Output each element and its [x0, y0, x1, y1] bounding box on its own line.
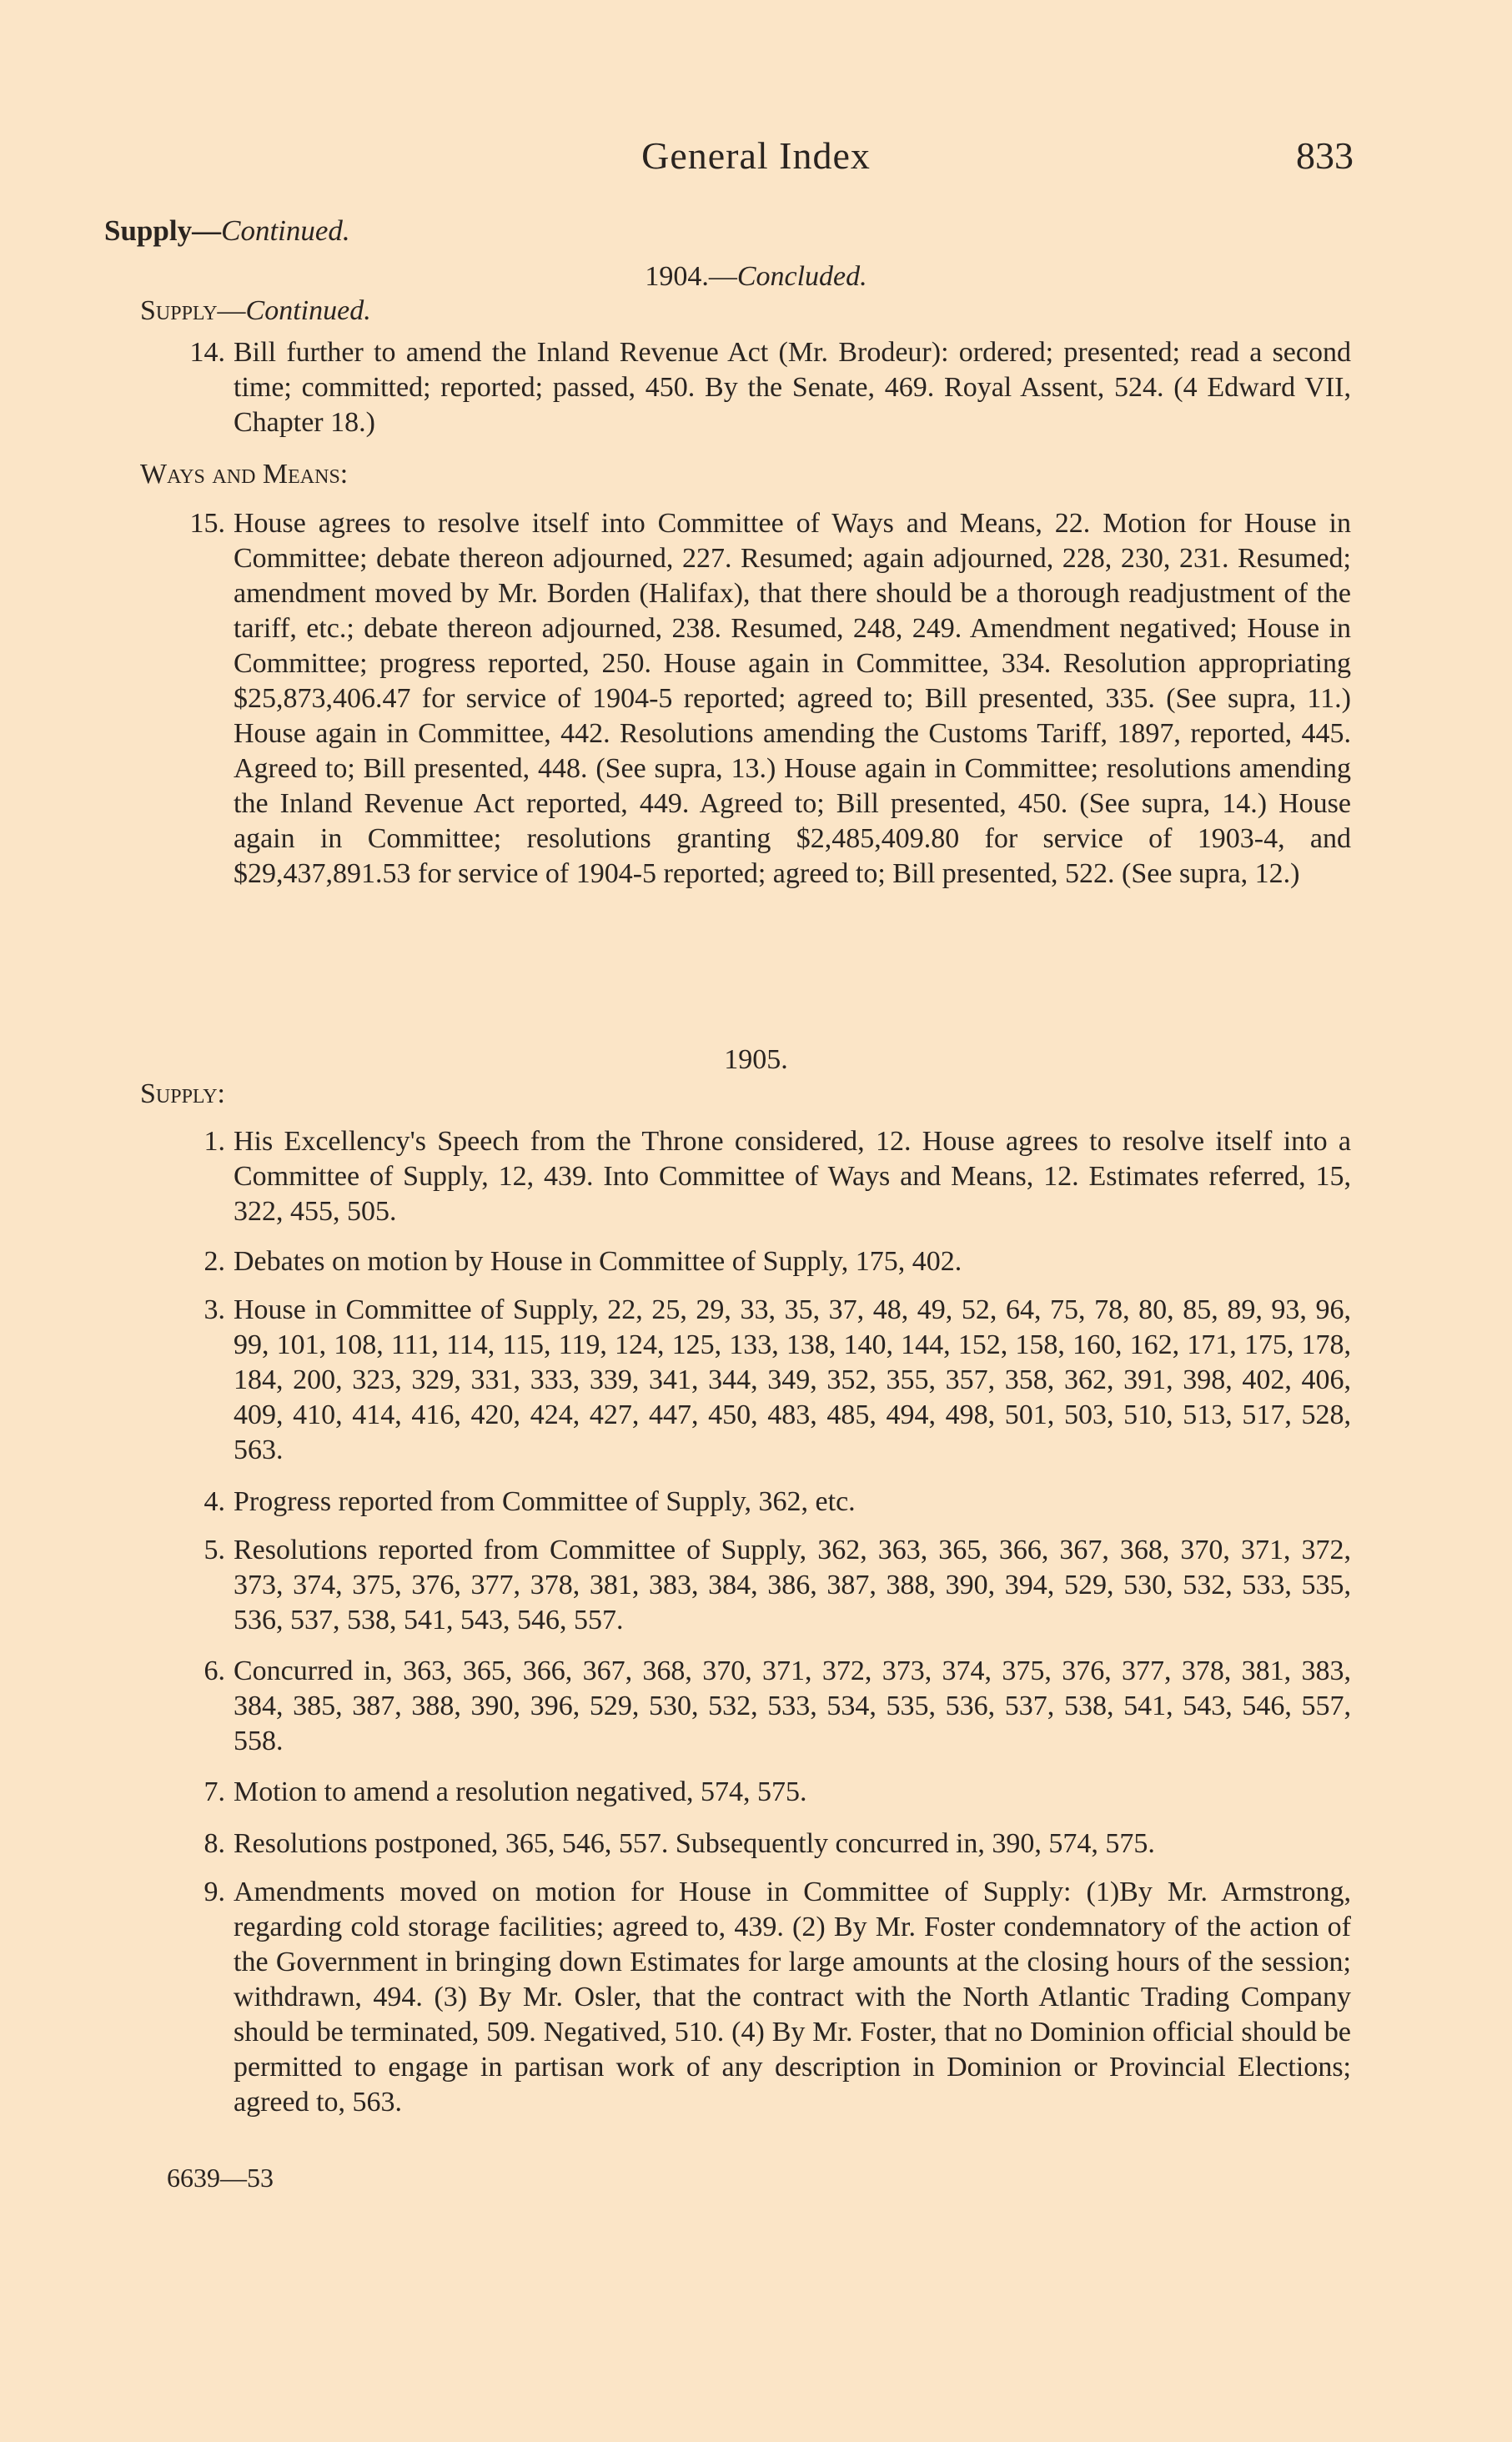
entry-1904-14 [158, 335, 1351, 440]
year-1904-label: 1904.— [645, 261, 737, 292]
entry-number: 8. [203, 1828, 225, 1859]
entry-1905-9 [158, 1875, 1351, 2120]
entry-1905-8 [158, 1826, 1351, 1862]
page-number: 833 [1296, 134, 1354, 177]
footer-signature: 6639—53 [167, 2163, 274, 2193]
page-header-title: General Index [641, 134, 871, 177]
entry-number: 4. [203, 1486, 225, 1517]
section-heading-ways-and-means: Ways and Means: [140, 459, 349, 490]
main-heading [104, 214, 350, 248]
entry-text: House in Committee of Supply, 22, 25, 29, 33, 35, 37, 48, 49, 52, 64, 75, 78, 80, 85, 89, 93, 96, 99, 101, 108, 111, 114, 115, 119, 124, 125, 133, 138, 140, 144, 152, 158, 160, 162, 171, 175, 178, 184, 200, 323, 329, 331, 333, 339, 341, 344, 349, 352, 355, 357, 358, 362, 391, 398, 402, 406, 409, 410, 414, 416, 420, 424, 427, 447, 450, 483, 485, 494, 498, 501, 503, 510, 513, 517, 528, 563. [234, 1294, 1351, 1465]
year-heading-1904 [0, 261, 1512, 293]
entry-number: 15. [189, 508, 225, 539]
entry-1905-4 [158, 1485, 1351, 1520]
supply-continued-label: Supply— [140, 295, 246, 326]
entry-number: 1. [203, 1126, 225, 1157]
entry-text: Debates on motion by House in Committee of Supply, 175, 402. [234, 1246, 962, 1277]
entry-text: Resolutions postponed, 365, 546, 557. Subsequently concurred in, 390, 574, 575. [234, 1828, 1155, 1859]
entry-text: Bill further to amend the Inland Revenue Act (Mr. Brodeur): ordered; presented; read a second time; committed; reported; passed, 450. By the Senate, 469. Royal Assent, 524. (4 Edward VII, Chapter 18.) [234, 337, 1351, 438]
entry-number: 7. [203, 1776, 225, 1807]
entry-1904-15 [158, 506, 1351, 892]
entry-number: 9. [203, 1877, 225, 1907]
entry-number: 3. [203, 1294, 225, 1325]
year-1904-note: Concluded. [736, 261, 867, 292]
entry-text: House agrees to resolve itself into Committee of Ways and Means, 22. Motion for House in Committee; debate thereon adjourned, 227. Resumed; again adjourned, 228, 230, 231. Resumed; amendment moved by Mr. Borden (Halifax), that there should be a thorough readjustment of the tariff, etc.; debate thereon adjourned, 238. Resumed, 248, 249. Amendment negatived; House in Committee; progress reported, 250. House again in Committee, 334. Resolution appropriating $25,873,406.47 for service of 1904-5 reported; agreed to; Bill presented, 335. (See supra, 11.) House again in Committee, 442. Resolutions amending the Customs Tariff, 1897, reported, 445. Agreed to; Bill presented, 448. (See supra, 13.) House again in Committee; resolutions amending the Inland Revenue Act reported, 449. Agreed to; Bill presented, 450. (See supra, 14.) House again in Committee; resolutions granting $2,485,409.80 for service of 1903-4, and $29,437,891.53 for service of 1904-5 reported; agreed to; Bill presented, 522. (See supra, 12.) [234, 508, 1351, 889]
main-heading-term: Supply— [104, 214, 222, 247]
year-heading-1905: 1905. [724, 1044, 788, 1075]
entry-number: 2. [203, 1246, 225, 1277]
entry-text: Concurred in, 363, 365, 366, 367, 368, 370, 371, 372, 373, 374, 375, 376, 377, 378, 381, 383, 384, 385, 387, 388, 390, 396, 529, 530, 532, 533, 534, 535, 536, 537, 538, 541, 543, 546, 557, 558. [234, 1656, 1351, 1756]
entry-1905-5 [158, 1533, 1351, 1638]
supply-continued-italic: Continued. [245, 295, 371, 326]
entry-text: His Excellency's Speech from the Throne considered, 12. House agrees to resolve itself into a Committee of Supply, 12, 439. Into Committee of Ways and Means, 12. Estimates referred, 15, 322, 455, 505. [234, 1126, 1351, 1227]
entry-1905-6 [158, 1654, 1351, 1759]
entry-1905-1 [158, 1124, 1351, 1229]
entry-1905-2 [158, 1244, 1351, 1279]
section-heading-supply-continued [140, 295, 371, 327]
entry-1905-7 [158, 1775, 1351, 1810]
entry-number: 14. [189, 337, 225, 368]
entry-text: Progress reported from Committee of Supply, 362, etc. [234, 1486, 856, 1517]
entry-number: 5. [203, 1535, 225, 1565]
section-heading-supply-1905: Supply: [140, 1078, 225, 1109]
entry-text: Amendments moved on motion for House in Committee of Supply: (1)By Mr. Armstrong, regarding cold storage facilities; agreed to, 439. (2) By Mr. Foster condemnatory of the action of the Government in bringing down Estimates for large amounts at the closing hours of the session; withdrawn, 494. (3) By Mr. Osler, that the contract with the North Atlantic Trading Company should be terminated, 509. Negatived, 510. (4) By Mr. Foster, that no Dominion official should be permitted to engage in partisan work of any description in Dominion or Provincial Elections; agreed to, 563. [234, 1877, 1351, 2118]
entry-text: Motion to amend a resolution negatived, 574, 575. [234, 1776, 807, 1807]
entry-number: 6. [203, 1656, 225, 1686]
entry-1905-3 [158, 1293, 1351, 1468]
entry-text: Resolutions reported from Committee of Supply, 362, 363, 365, 366, 367, 368, 370, 371, 372, 373, 374, 375, 376, 377, 378, 381, 383, 384, 386, 387, 388, 390, 394, 529, 530, 532, 533, 535, 536, 537, 538, 541, 543, 546, 557. [234, 1535, 1351, 1636]
main-heading-continued: Continued. [221, 214, 350, 247]
